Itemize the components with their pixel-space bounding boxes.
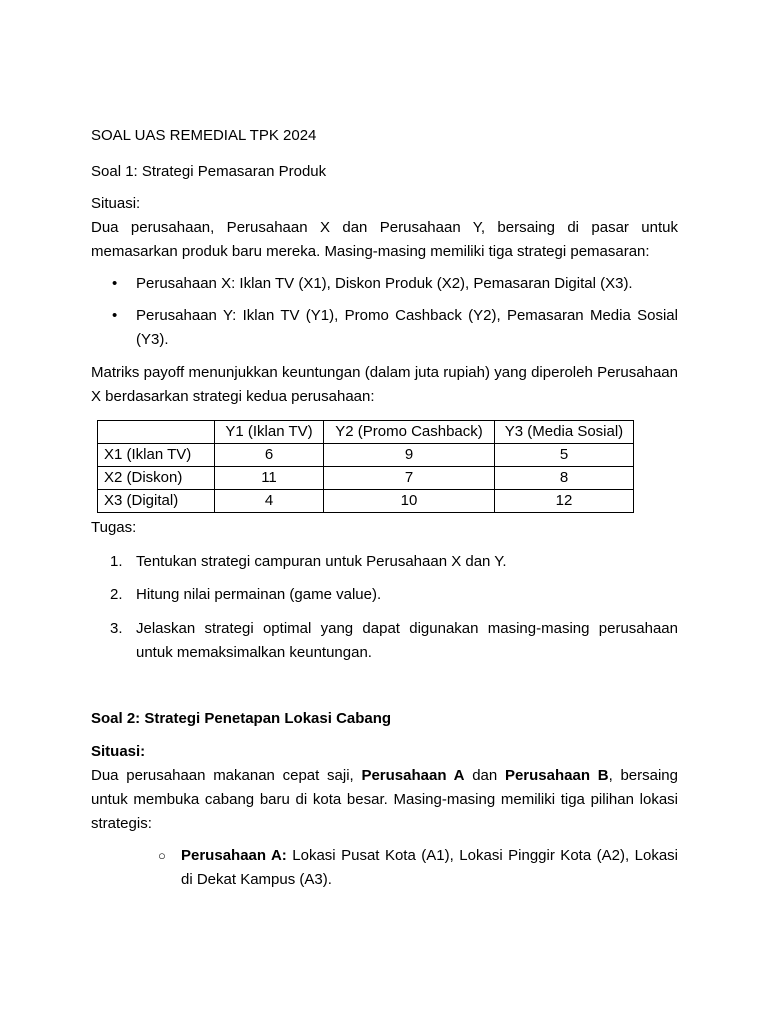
tugas-number: 2. <box>110 586 123 603</box>
soal1-situasi-label: Situasi: <box>91 195 141 212</box>
sub-bullet-label: Perusahaan A: <box>181 847 287 864</box>
bullet-dot-icon: • <box>112 275 118 292</box>
soal1-bullet-y: Perusahaan Y: Iklan TV (Y1), Promo Cashback (Y2), Pemasaran Media Sosial (Y3). <box>136 307 678 348</box>
tugas-item: Hitung nilai permainan (game value). <box>136 586 382 603</box>
table-row <box>98 444 634 467</box>
circle-bullet-icon: ○ <box>158 848 166 863</box>
table-header-cell: Y2 (Promo Cashback) <box>324 421 495 444</box>
company-b-name: Perusahaan B <box>504 767 609 784</box>
table-header-cell <box>98 421 215 444</box>
soal1-bullet-x: Perusahaan X: Iklan TV (X1), Diskon Produk (X2), Pemasaran Digital (X3). <box>136 275 633 292</box>
soal1-heading: Soal 1: Strategi Pemasaran Produk <box>91 163 327 180</box>
soal2-situasi-text <box>91 764 678 836</box>
table-header-row <box>98 421 634 444</box>
table-cell: 5 <box>495 444 634 467</box>
tugas-label: Tugas: <box>91 519 137 536</box>
document-title: SOAL UAS REMEDIAL TPK 2024 <box>91 127 317 144</box>
table-cell: 7 <box>324 467 495 490</box>
tugas-number: 3. <box>110 620 123 637</box>
table-row <box>98 490 634 513</box>
table-cell: 6 <box>215 444 324 467</box>
table-cell: 10 <box>324 490 495 513</box>
soal2-sub-bullet-a <box>181 844 678 892</box>
table-header-cell: Y1 (Iklan TV) <box>215 421 324 444</box>
row-label-cell: X3 (Digital) <box>98 490 215 513</box>
table-cell: 11 <box>215 467 324 490</box>
row-label-cell: X1 (Iklan TV) <box>98 444 215 467</box>
table-row <box>98 467 634 490</box>
payoff-matrix-table <box>97 420 634 513</box>
soal2-situasi-label: Situasi: <box>91 743 146 760</box>
para-text: dan <box>464 767 505 784</box>
para-text: , bersaing untuk membuka cabang baru di kota besar. Masing-masing memiliki tiga pilihan lokasi strategis: <box>91 767 678 832</box>
table-cell: 12 <box>495 490 634 513</box>
soal1-matrix-intro: Matriks payoff menunjukkan keuntungan (dalam juta rupiah) yang diperoleh Perusahaan X berdasarkan strategi kedua perusahaan: <box>91 364 678 405</box>
tugas-item: Jelaskan strategi optimal yang dapat digunakan masing-masing perusahaan untuk memaksimalkan keuntungan. <box>136 620 678 661</box>
table-header-cell: Y3 (Media Sosial) <box>495 421 634 444</box>
table-cell: 9 <box>324 444 495 467</box>
tugas-number: 1. <box>110 553 123 570</box>
tugas-item: Tentukan strategi campuran untuk Perusahaan X dan Y. <box>136 553 507 570</box>
soal1-situasi-text: Dua perusahaan, Perusahaan X dan Perusahaan Y, bersaing di pasar untuk memasarkan produk baru mereka. Masing-masing memiliki tiga strategi pemasaran: <box>91 219 678 260</box>
table-cell: 4 <box>215 490 324 513</box>
bullet-dot-icon: • <box>112 307 118 324</box>
sub-bullet-text: Lokasi Pusat Kota (A1), Lokasi Pinggir Kota (A2), Lokasi di Dekat Kampus (A3). <box>181 847 678 888</box>
table-cell: 8 <box>495 467 634 490</box>
company-a-name: Perusahaan A <box>361 767 465 784</box>
soal2-heading: Soal 2: Strategi Penetapan Lokasi Cabang <box>91 710 392 727</box>
row-label-cell: X2 (Diskon) <box>98 467 215 490</box>
para-text: Dua perusahaan makanan cepat saji, <box>91 767 362 784</box>
